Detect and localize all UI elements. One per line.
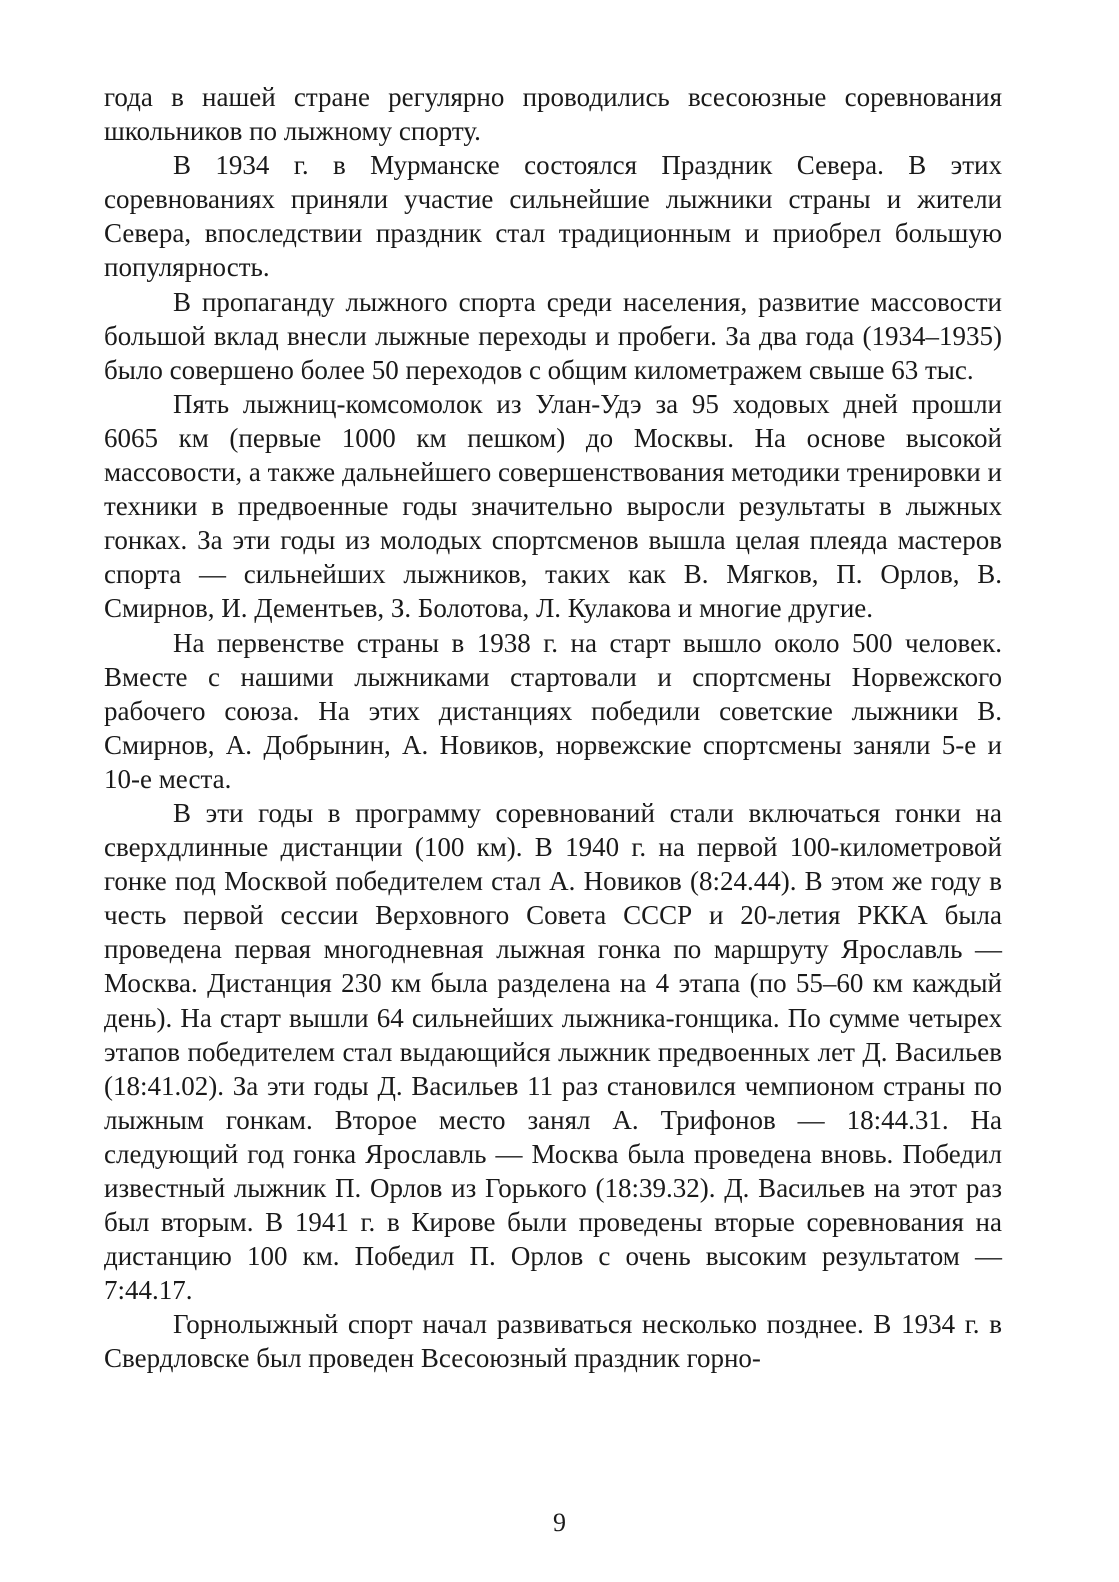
- paragraph-alpine-skiing: Горнолыжный спорт начал развиваться несколько позднее. В 1934 г. в Свердловске был проведен Всесоюзный праздник горно-: [104, 1309, 1002, 1374]
- paragraph-murmansk-festival: В 1934 г. в Мурманске состоялся Праздник Севера. В этих соревнованиях приняли участие сильнейшие лыжники страны и жители Севера, впоследствии праздник стал традиционным и приобрел большую популярность.: [104, 150, 1002, 283]
- paragraph-1938-championship: На первенстве страны в 1938 г. на старт вышло около 500 человек. Вместе с нашими лыжниками стартовали и спортсмены Норвежского рабочего союза. На этих дистанциях победили советские лыжники В. Смирнов, А. Добрынин, А. Новиков, норвежские спортсмены заняли 5-е и 10-е места.: [104, 627, 1002, 794]
- paragraph-ulan-ude-skiers: Пять лыжниц-комсомолок из Улан-Удэ за 95 ходовых дней прошли 6065 км (первые 1000 км пешком) до Москвы. На основе высокой массовости, а также дальнейшего совершенствования методики тренировки и техники в предвоенные годы значительно выросли результаты в лыжных гонках. За эти годы из молодых спортсменов вышла целая плеяда мастеров спорта — сильнейших лыжников, таких как В. Мягков, П. Орлов, В. Смирнов, И. Дементьев, З. Болотова, Л. Кулакова и многие другие.: [104, 388, 1002, 624]
- page-number: 9: [553, 1508, 566, 1537]
- paragraph-ski-marches: В пропаганду лыжного спорта среди населения, развитие массовости большой вклад внесли лыжные переходы и пробеги. За два года (1934–1935) было совершено более 50 переходов с общим километражем свыше 63 тыс.: [104, 286, 1002, 385]
- body-text: [104, 80, 1002, 1376]
- paragraph-continued: года в нашей стране регулярно проводились всесоюзные соревнования школьников по лыжному спорту.: [104, 82, 1002, 147]
- paragraph-long-distance-races: В эти годы в программу соревнований стали включаться гонки на сверхдлинные дистанции (100 км). В 1940 г. на первой 100-километровой гонке под Москвой победителем стал А. Новиков (8:24.44). В этом же году в честь первой сессии Верховного Совета СССР и 20-летия РККА была проведена первая многодневная лыжная гонка по маршруту Ярославль — Москва. Дистанция 230 км была разделена на 4 этапа (по 55–60 км каждый день). На старт вышли 64 сильнейших лыжника-гонщика. По сумме четырех этапов победителем стал выдающийся лыжник предвоенных лет Д. Васильев (18:41.02). За эти годы Д. Васильев 11 раз становился чемпионом страны по лыжным гонкам. Второе место занял А. Трифонов — 18:44.31. На следующий год гонка Ярославль — Москва была проведена вновь. Победил известный лыжник П. Орлов из Горького (18:39.32). Д. Васильев на этот раз был вторым. В 1941 г. в Кирове были проведены вторые соревнования на дистанцию 100 км. Победил П. Орлов с очень высоким результатом — 7:44.17.: [104, 797, 1002, 1306]
